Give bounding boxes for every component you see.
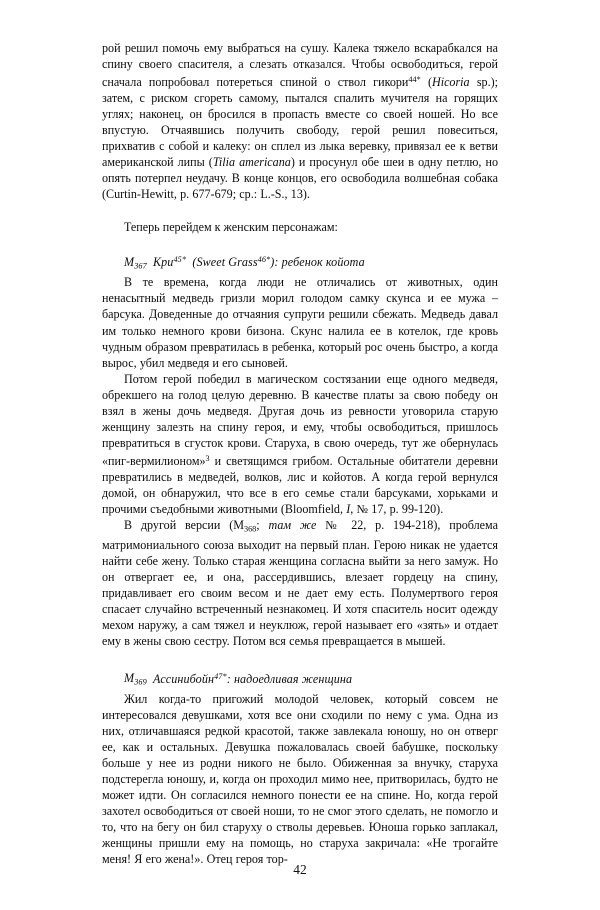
paragraph-continued-text: рой решил помочь ему выбраться на сушу. Калека тяжело вскарабкался на спину своего спасителя, а слезать отказался. Чтобы освободиться, герой сначала попробовал потереться спиной о ствол гикори (102, 41, 498, 89)
source-volume-roman: I (346, 501, 351, 516)
latin-name-hicoria: Hicoria (431, 74, 470, 89)
footnote-marker-47: 47* (214, 671, 227, 681)
paragraph-continued-text-b: ( (420, 74, 432, 89)
interlude-c: № 22, p. 194-218), проблема матримониального союза выходит на первый план. Герою никак не удается найти себе жену. Только старая женщина согласна выйти за него замуж. Но он отвергает ее, и она, рассердившись, влезает гордецу на спину, придавливает его своим весом и не дает ему есть. Полумертвого героя спасает случайно встреченный незнакомец. И хотя спаситель носит одежду мехом наружу, а сам тяжел и неуклюж, герой называет его «зять» и отдает ему в жены свою сестру. Потом вся семья превращается в мышей. (102, 517, 498, 649)
myth-title-tail-369: : надоедливая женщина (226, 671, 353, 686)
transition-line: Теперь перейдем к женским персонажам: (124, 220, 338, 235)
myth-code-369 (124, 671, 147, 685)
interlude-a: В другой версии (M (124, 517, 244, 532)
myth-367-par2-a: Потом герой победил в магическом состязании еще одного медведя, обрекшего на голод целую деревню. В качестве платы за свою победу он взял в жены дочь медведя. Другая дочь из ревности уговорила старую женщину залезть на спину героя, и ему, чтобы освободиться, пришлось превратиться в сгусток крови. Старуха, в свою очередь, тут же обернулась «пиг-вермилионом» (102, 371, 498, 468)
page-number: 42 (293, 862, 307, 877)
myth-367-par2-b: и светящимся грибом. Остальные обитатели деревни превратились в медведей, волков, лис и койотов. А когда герой вернулся домой, он обнаружил, что все в его семье стали барсуками, хорьками и прочими съедобными животными (Bloomfield, (102, 453, 498, 516)
footnote-marker-44: 44* (408, 75, 421, 85)
text-column (102, 40, 498, 867)
myth-title-main-369: Ассинибойн (153, 671, 215, 686)
interlude-b: ; (256, 517, 269, 532)
myth-367-paragraph-2 (102, 371, 498, 517)
footnote-marker-3: 3 (205, 453, 210, 463)
myth-367-par2-c: , № 17, p. 99-120). (350, 501, 444, 516)
myth-367-paragraph-1: В те времена, когда люди не отличались от животных, один ненасытный медведь гризли морил голодом самку скунса и ее мужа – барсука. Доведенные до отчаяния супруги решили сбежать. Медведь давал им только немного крови бизона. Скунс налила ее в котелок, где кровь чудным образом превратилась в ребенка, который рос очень быстро, а когда вырос, убил медведя и его сыновей. (102, 275, 498, 370)
spacer-before-myth-369 (102, 650, 498, 669)
myth-code-letter-369: M (124, 671, 135, 686)
paragraph-continued-text-d: ) и просунул обе шеи в одну петлю, но опять потерпел неудачу. В конце концов, его освободила волшебная собака (Curtin-Hewitt, p. 677-679; ср.: L.-S., 13). (102, 155, 498, 202)
footnote-marker-46: 46* (257, 255, 271, 265)
myth-code-number-369: 369 (134, 677, 147, 687)
paragraph-continued-text-c: sp.); затем, с риском сгореть самому, пытался спалить мучителя на горящих углях; наконец, он бросился в пропасть вместе со своей ношей. Но все впустую. Отчаявшись получить свободу, герой решил повеситься, прихватив с собой и калеку: он сплел из лыка веревку, привязал ее к ветви американской липы ( (102, 74, 498, 170)
myth-title-main-367: Кри (153, 255, 174, 270)
myth-code-367 (124, 255, 147, 269)
ibid-italic: там же (268, 517, 317, 532)
latin-name-tilia: Tilia americana (212, 155, 291, 170)
myth-369-paragraph-1: Жил когда-то пригожий молодой человек, который совсем не интересовался девушками, хотя все они сходили по нему с ума. Одна из них, отличавшаяся редкой красотой, также завлекала юношу, но он отверг ее, как и остальных. Девушка пожаловалась своей бабушке, поскольку больше у нее из родни никого не было. Обиженная за внучку, старуха подстерегла юношу, и, когда он проходил мимо нее, притворилась, будто не может идти. Он согласился немного понести ее на спине. Но, когда герой захотел освободиться от своей ноши, то не смог этого сделать, не помогло и то, что на бегу он бил старуху о стволы деревьев. Юноша горько заплакал, женщины пришли ему на помощь, но старуха закричала: «Не трогайте меня! Я его жена!». Отец героя тор- (102, 691, 498, 867)
myth-code-number: 367 (134, 261, 147, 271)
spacer-before-transition (102, 202, 498, 219)
footnote-marker-45: 45* (173, 255, 187, 265)
myth-heading-369 (102, 669, 498, 691)
myth-code-letter: M (124, 255, 135, 270)
myth-heading-367 (102, 252, 498, 274)
paragraph-continued (102, 40, 498, 202)
myth-title-paren-367: (Sweet Grass (192, 255, 258, 270)
myth-code-number-368: 368 (243, 524, 257, 534)
spacer-before-myth-367 (102, 235, 498, 252)
myth-title-tail-367: ): ребенок койота (270, 255, 365, 270)
interlude-paragraph (102, 517, 498, 650)
